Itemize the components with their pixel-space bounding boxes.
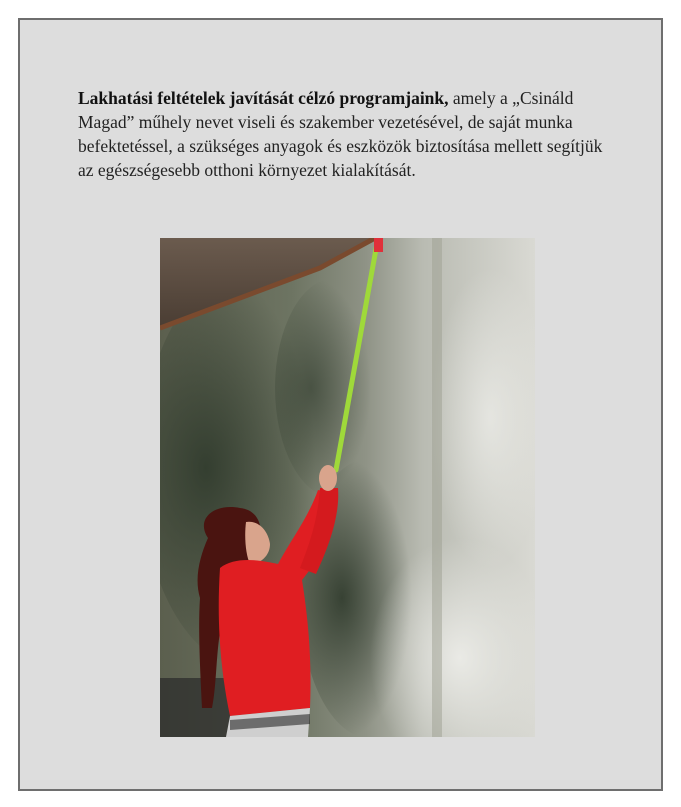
workshop-photo <box>160 238 535 737</box>
content-panel <box>18 18 663 791</box>
description-paragraph <box>78 86 618 182</box>
paragraph-body: amely a „Csináld Magad” műhely nevet viseli és szakember vezetésével, de saját munka befektetéssel, a szükséges anyagok és eszközök biztosítása mellett segítjük az egészségesebb otthoni környezet kialakítását. <box>78 88 603 180</box>
photo-illustration <box>160 238 535 737</box>
paragraph-bold-lead: Lakhatási feltételek javítását célzó programjaink, <box>78 88 449 108</box>
